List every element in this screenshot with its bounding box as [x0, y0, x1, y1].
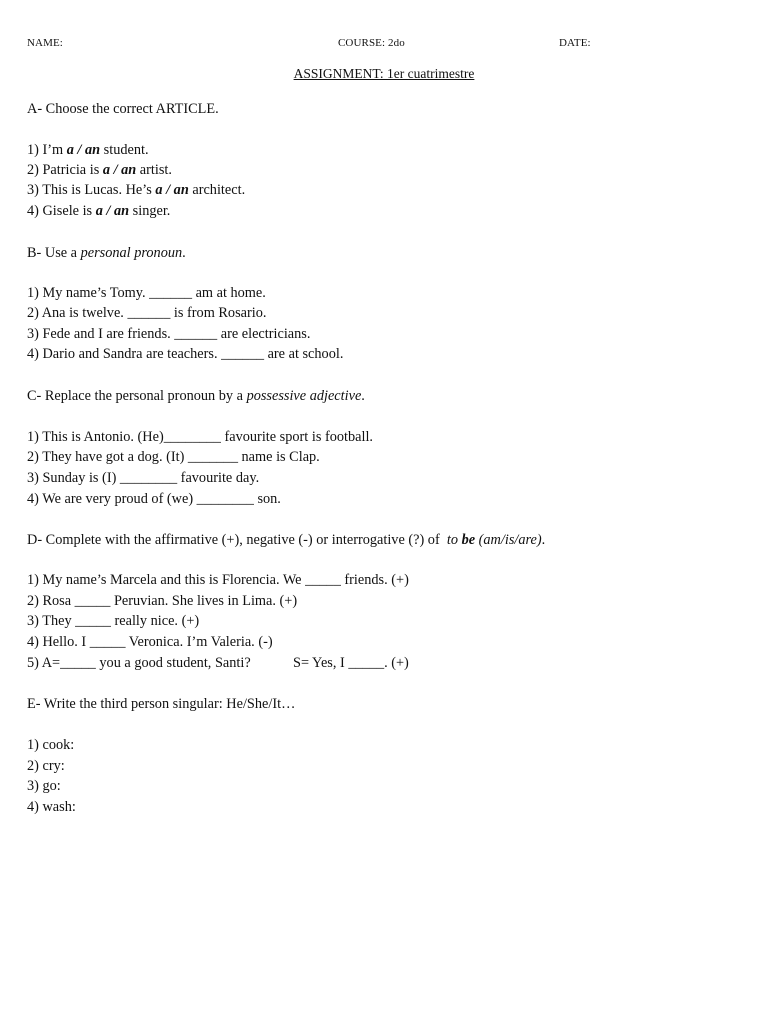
heading-text: B- Use a [27, 245, 81, 261]
section-b-item-2: 2) Ana is twelve. ______ is from Rosario. [27, 305, 267, 321]
article-choice: a / an [95, 203, 130, 219]
section-a-item-3 [27, 181, 245, 199]
item-text: 4) Gisele is [27, 203, 96, 219]
section-c-heading [27, 387, 365, 405]
section-d-heading [27, 531, 545, 549]
item-text: 2) Patricia is [27, 162, 103, 178]
item-text: singer. [129, 203, 171, 219]
section-b-item-1: 1) My name’s Tomy. ______ am at home. [27, 285, 266, 301]
section-d-item-4: 4) Hello. I _____ Veronica. I’m Valeria. (-) [27, 634, 273, 650]
heading-text: . [361, 388, 365, 404]
article-choice: a / an [155, 182, 189, 198]
course-label: COURSE: 2do [338, 37, 405, 49]
section-b-item-3: 3) Fede and I are friends. ______ are electricians. [27, 326, 311, 342]
heading-emphasis: personal pronoun [80, 245, 183, 261]
section-c-item-1: 1) This is Antonio. (He)________ favourite sport is football. [27, 429, 374, 445]
heading-text: . [541, 532, 546, 548]
heading-text: D- Complete with the affirmative (+), negative (-) or interrogative (?) of [27, 532, 447, 548]
name-label: NAME: [27, 37, 63, 49]
date-label: DATE: [559, 37, 591, 49]
section-d-item-5-answer: S= Yes, I _____. (+) [293, 655, 409, 671]
heading-to: to [446, 532, 462, 548]
assignment-title: ASSIGNMENT: 1er cuatrimestre [293, 66, 475, 81]
heading-text: C- Replace the personal pronoun by a [27, 388, 247, 404]
section-c-item-4: 4) We are very proud of (we) ________ son. [27, 491, 281, 507]
item-text: architect. [188, 182, 246, 198]
article-choice: a / an [66, 142, 101, 158]
section-d-item-1: 1) My name’s Marcela and this is Florencia. We _____ friends. (+) [27, 572, 409, 588]
item-text: 1) I’m [27, 142, 67, 158]
section-c-item-2: 2) They have got a dog. (It) _______ name is Clap. [27, 449, 320, 465]
section-e-heading: E- Write the third person singular: He/She/It… [27, 696, 296, 712]
section-a-item-2 [27, 161, 172, 179]
section-b-item-4: 4) Dario and Sandra are teachers. ______ are at school. [27, 346, 344, 362]
heading-emphasis: possessive adjective [246, 388, 362, 404]
article-choice: a / an [102, 162, 137, 178]
section-e-item-4: 4) wash: [27, 799, 76, 815]
section-b-heading [27, 244, 186, 262]
section-a-item-4 [27, 202, 170, 220]
section-d-item-3: 3) They _____ really nice. (+) [27, 613, 200, 629]
section-d-item-5-question: 5) A=_____ you a good student, Santi? [27, 655, 251, 671]
item-text: student. [100, 142, 149, 158]
heading-text: . [182, 245, 186, 261]
item-text: 3) This is Lucas. He’s [27, 182, 156, 198]
section-e-item-3: 3) go: [27, 778, 61, 794]
heading-be: be [461, 532, 476, 548]
section-e-item-2: 2) cry: [27, 758, 65, 774]
section-a-heading: A- Choose the correct ARTICLE. [27, 101, 219, 117]
section-a-item-1 [27, 141, 149, 159]
heading-forms: (am/is/are) [475, 532, 542, 548]
section-e-item-1: 1) cook: [27, 737, 75, 753]
item-text: artist. [136, 162, 172, 178]
section-c-item-3: 3) Sunday is (I) ________ favourite day. [27, 470, 260, 486]
section-d-item-2: 2) Rosa _____ Peruvian. She lives in Lima. (+) [27, 593, 298, 609]
